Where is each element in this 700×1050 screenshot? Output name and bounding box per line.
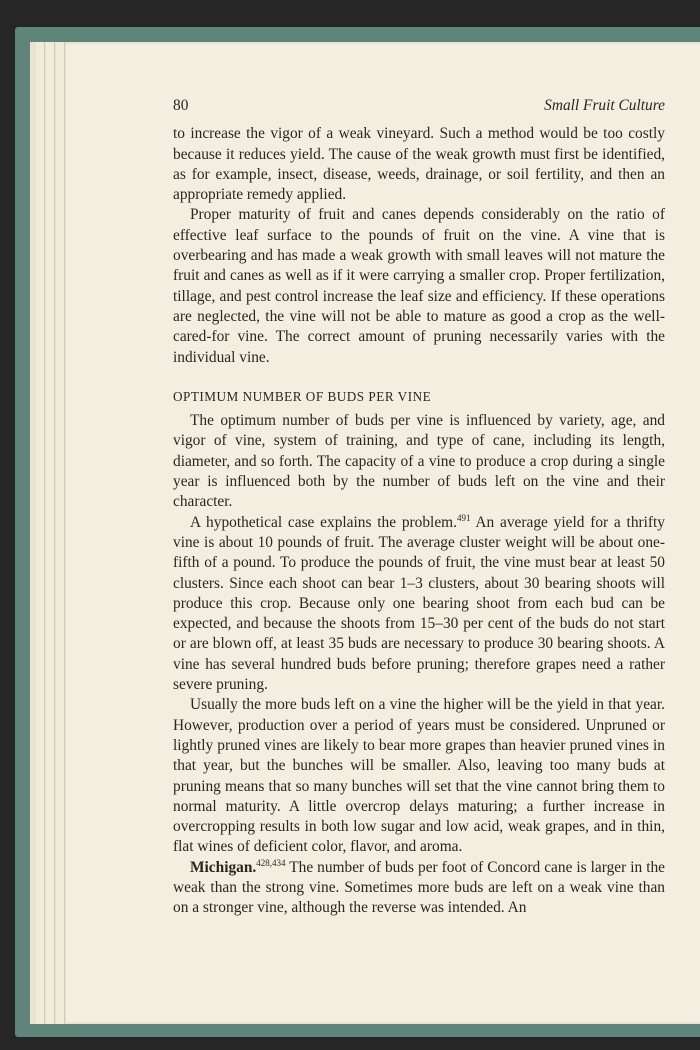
reference-marker: 428,434 <box>256 857 286 868</box>
paragraph-1: to increase the vigor of a weak vineyard. Such a method would be too costly because it reduces yield. The cause of the weak growth must first be identified, as for example, insect, disease, weeds, drainage, or soil fertility, and then an appropriate remedy applied. <box>173 125 665 204</box>
paragraph-3: The optimum number of buds per vine is influenced by variety, age, and vigor of vine, system of training, and type of cane, including its length, diameter, and so forth. The capacity of a vine to produce a crop during a single year is influenced both by the number of buds left on the vine and their character. <box>173 412 665 511</box>
book-title: Small Fruit Culture <box>544 97 665 114</box>
page-text <box>173 96 665 919</box>
paragraph-5: Usually the more buds left on a vine the higher will be the yield in that year. However, production over a period of years must be considered. Unpruned or lightly pruned vines are likely to bear more grapes than heavier pruned vines in that year, but the bunches will be smaller. Also, leaving too many buds at pruning means that so many bunches will set that the vine cannot bring them to normal maturity. A little overcrop delays maturing; a further increase in overcropping results in both low sugar and low acid, weak grapes, and in thin, flat wines of deficient color, flavor, and aroma. <box>173 696 665 856</box>
run-in-heading: Michigan. <box>190 858 257 876</box>
page-number: 80 <box>173 97 189 114</box>
paragraph-6-text: The number of buds per foot of Concord cane is larger in the weak than the strong vine. Sometimes more buds are left on a weak vine than on a stronger vine, although the reverse was intended. An <box>173 858 665 917</box>
page-edge <box>56 42 65 1024</box>
paragraph-4 <box>173 513 665 696</box>
paragraph-4-text-a: A hypothetical case explains the problem. <box>190 513 457 531</box>
paragraph-2: Proper maturity of fruit and canes depends considerably on the ratio of effective leaf surface to the pounds of fruit on the vine. A vine that is overbearing and has made a weak growth with small leaves will not mature the fruit and canes as well as if it were carrying a smaller crop. Proper fertilization, tillage, and pest control increase the leaf size and efficiency. If these operations are neglected, the vine will not be able to mature as good a crop as the well-cared-for vine. The correct amount of pruning necessarily varies with the individual vine. <box>173 206 665 366</box>
section-heading: OPTIMUM NUMBER OF BUDS PER VINE <box>173 388 432 404</box>
page-edge <box>46 42 55 1024</box>
page-edge <box>36 42 45 1024</box>
reference-marker: 491 <box>456 512 471 523</box>
paragraph-6 <box>173 858 665 919</box>
paragraph-4-text-b: An average yield for a thrifty vine is about 10 pounds of fruit. The average cluster weight will be about one-fifth of a pound. To produce the pounds of fruit, the vine must bear at least 50 clusters. Since each shoot can bear 1–3 clusters, about 30 bearing shoots will produce this crop. Because only one bearing shoot from each bud can be expected, and because the shoots from 15–30 per cent of the buds do not start or are blown off, at least 35 buds are necessary to produce 30 bearing shoots. A vine has several hundred buds before pruning; therefore grapes need a rather severe pruning. <box>173 513 666 694</box>
running-head <box>173 96 665 116</box>
